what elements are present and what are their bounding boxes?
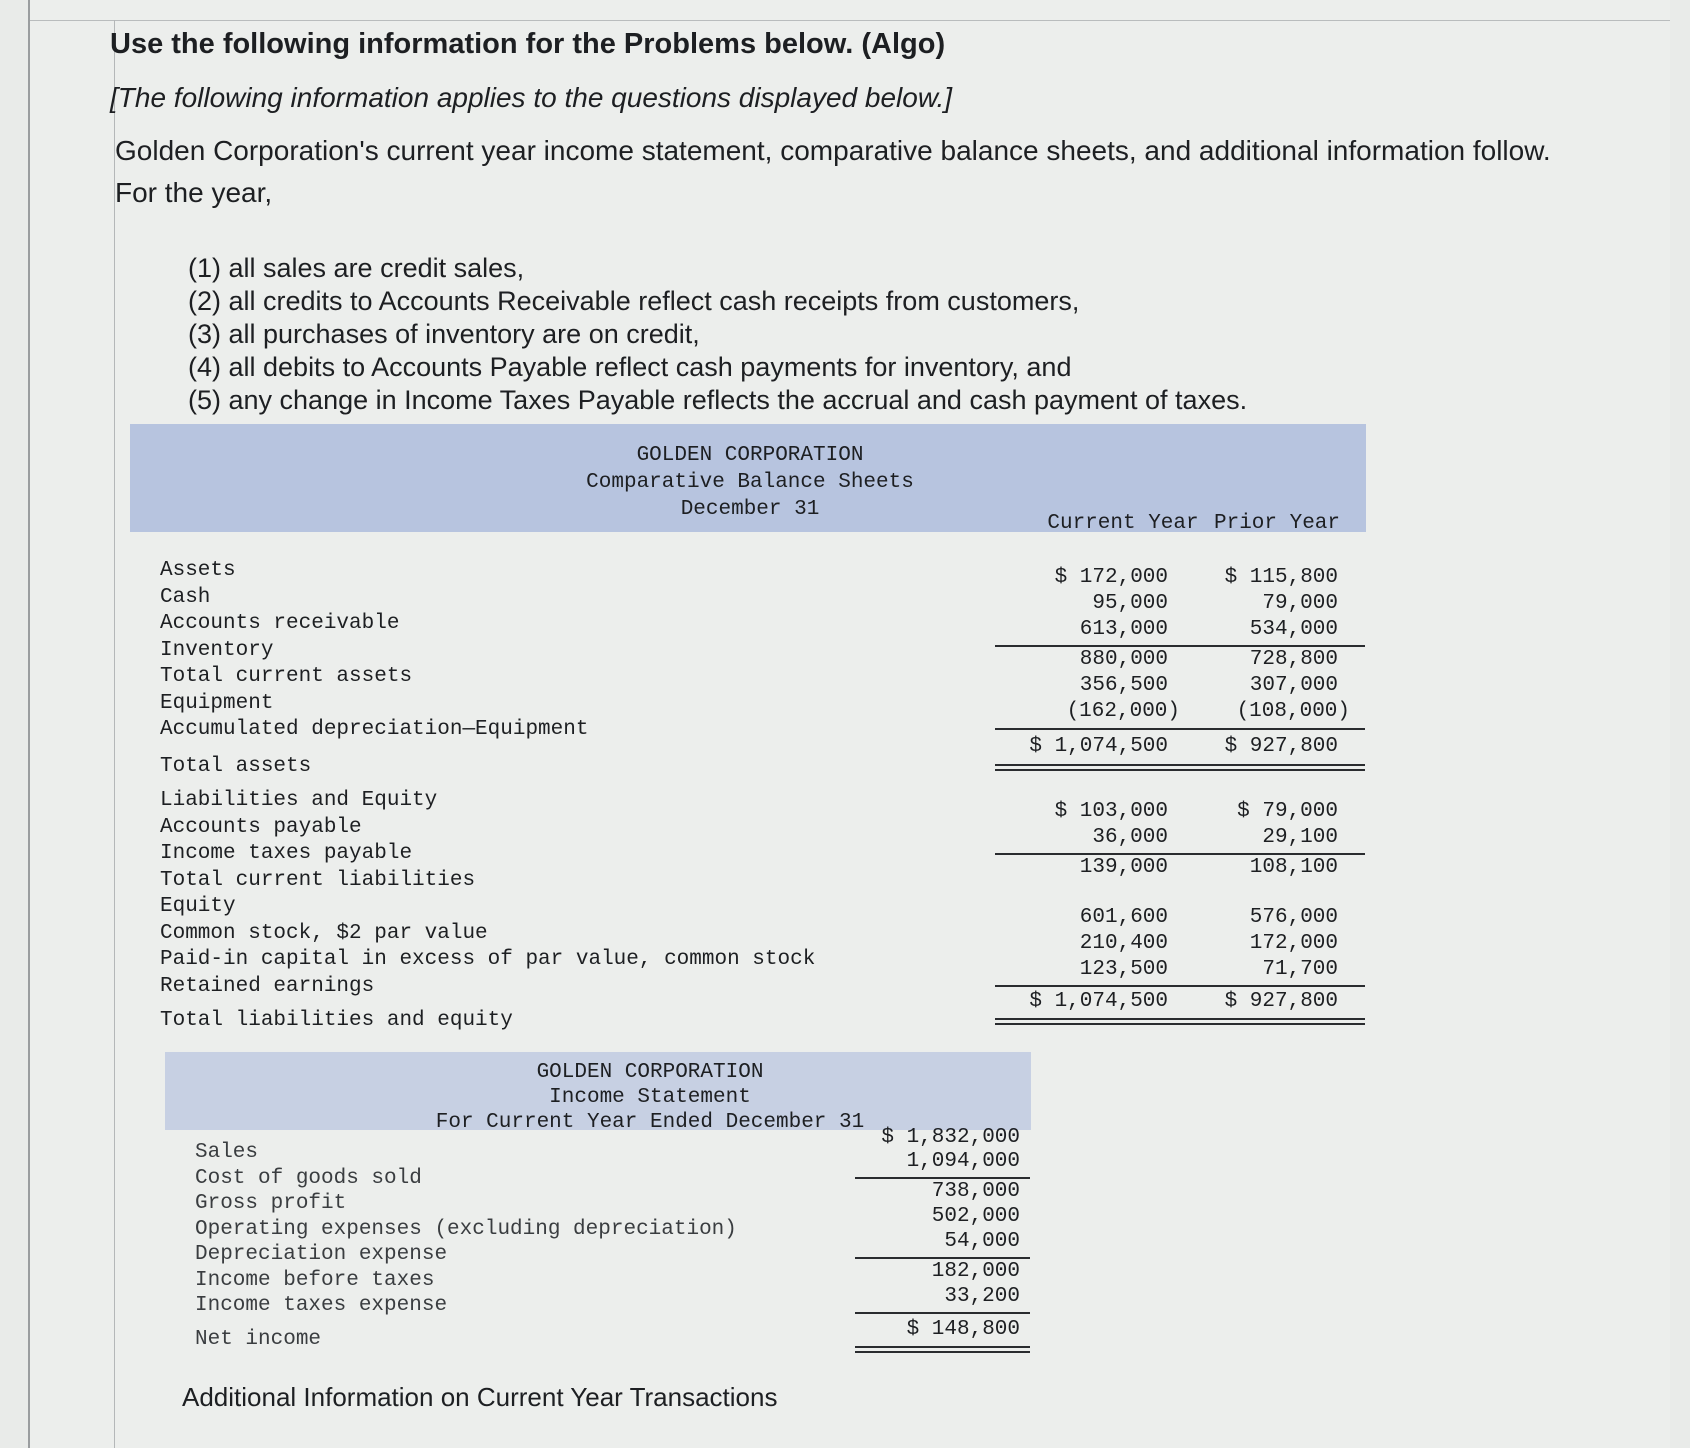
bs-final-double-rule <box>995 1018 1365 1025</box>
bs-prior-total-current-assets: 728,800 <box>1249 648 1338 671</box>
bs-row-label: Accumulated depreciation—Equipment <box>160 718 589 741</box>
column-prior-year: Prior Year <box>1213 512 1341 535</box>
bs-prior-cash: $ 115,800 <box>1224 566 1338 589</box>
is-row-label: Income before taxes <box>195 1268 435 1292</box>
bs-row-label: Equipment <box>160 691 274 715</box>
bs-row-label: Total current assets <box>160 665 413 688</box>
bs-current-total-liab-equity: $ 1,074,500 <box>1029 990 1168 1013</box>
condition-item: (4) all debits to Accounts Payable reflect cash payments for inventory, and <box>188 352 1072 382</box>
is-net-income: $ 148,800 <box>906 1318 1020 1341</box>
condition-item: (2) all credits to Accounts Receivable reflect cash receipts from customers, <box>188 286 1080 316</box>
bs-row-label: Inventory <box>160 638 274 662</box>
bs-current-paid-in-capital: 210,400 <box>1079 932 1168 955</box>
is-row-label: Operating expenses (excluding depreciation) <box>195 1217 737 1241</box>
bs-current-total-current-liab: 139,000 <box>1079 856 1168 879</box>
is-depreciation: 54,000 <box>944 1230 1020 1253</box>
bs-prior-ar: 79,000 <box>1262 592 1338 615</box>
bs-prior-equipment: 307,000 <box>1249 674 1338 697</box>
bs-row-label: Income taxes payable <box>160 842 413 865</box>
bs-row-label: Common stock, $2 par value <box>160 921 488 945</box>
condition-item: (1) all sales are credit sales, <box>188 253 525 283</box>
bs-current-cash: $ 172,000 <box>1054 566 1168 589</box>
is-row-label: Depreciation expense <box>195 1243 448 1266</box>
bs-row-label: Total liabilities and equity <box>160 1009 513 1032</box>
is-tax-expense: 33,200 <box>944 1285 1020 1308</box>
bs-prior-common-stock: 576,000 <box>1249 906 1338 929</box>
bs-row-label: Accounts receivable <box>160 612 400 635</box>
bs-prior-acc-dep: (108,000) <box>1236 700 1350 723</box>
bs-prior-paid-in-capital: 172,000 <box>1249 932 1338 955</box>
is-company: GOLDEN CORPORATION <box>536 1061 764 1084</box>
is-row-label: Gross profit <box>195 1192 347 1215</box>
bs-row-label: Retained earnings <box>160 974 375 998</box>
bs-current-retained-earnings: 123,500 <box>1079 958 1168 981</box>
is-income-before-taxes: 182,000 <box>931 1260 1020 1283</box>
is-operating-expenses: 502,000 <box>931 1205 1020 1228</box>
bs-row-label: Accounts payable <box>160 815 362 839</box>
additional-info-heading: Additional Information on Current Year Transactions <box>182 1382 778 1412</box>
is-row-label: Cost of goods sold <box>195 1166 422 1190</box>
is-row-label: Net income <box>195 1327 322 1351</box>
is-sales: $ 1,832,000 <box>881 1126 1020 1149</box>
bs-row-label: Liabilities and Equity <box>160 789 438 812</box>
bs-current-equipment: 356,500 <box>1079 674 1168 697</box>
bs-prior-total-assets: $ 927,800 <box>1224 735 1338 758</box>
bs-equity-rule <box>995 985 1365 987</box>
balance-sheet-title <box>370 442 1130 523</box>
bs-subtotal-rule <box>995 645 1365 647</box>
is-net-double-rule <box>855 1346 1030 1353</box>
bs-current-ap: $ 103,000 <box>1054 800 1168 823</box>
conditions-list <box>188 252 1247 417</box>
is-net-rule <box>855 1312 1030 1314</box>
bs-prior-retained-earnings: 71,700 <box>1262 958 1338 981</box>
problem-subheading: [The following information applies to the questions displayed below.] <box>110 82 953 113</box>
is-row-label: Sales <box>195 1141 259 1164</box>
bs-company: GOLDEN CORPORATION <box>636 444 864 467</box>
bs-liab-rule <box>995 853 1365 855</box>
bs-total-rule <box>995 728 1365 730</box>
bs-current-total-assets: $ 1,074,500 <box>1029 735 1168 758</box>
bs-prior-itp: 29,100 <box>1262 826 1338 849</box>
margin-line <box>114 20 115 1448</box>
is-pretax-rule <box>855 1257 1030 1259</box>
bs-row-label: Total current liabilities <box>160 868 476 892</box>
bs-row-label: Cash <box>160 585 211 609</box>
bs-row-label: Total assets <box>160 754 312 778</box>
bs-statement-title: Comparative Balance Sheets <box>586 471 914 494</box>
condition-item: (3) all purchases of inventory are on credit, <box>188 319 700 349</box>
bs-current-total-current-assets: 880,000 <box>1079 648 1168 671</box>
income-statement-title <box>300 1060 1000 1135</box>
intro-paragraph: Golden Corporation's current year income statement, comparative balance sheets, and additional information follow. For the year, <box>115 135 1551 208</box>
is-statement-title: Income Statement <box>549 1086 751 1109</box>
column-current-year: Current Year <box>1047 512 1199 535</box>
page-top-border <box>30 0 1670 21</box>
balance-sheet-labels <box>160 558 815 1035</box>
is-period: For Current Year Ended December 31 <box>435 1111 865 1134</box>
bs-prior-total-liab-equity: $ 927,800 <box>1224 990 1338 1013</box>
bs-date: December 31 <box>680 498 820 521</box>
bs-current-acc-dep: (162,000) <box>1066 700 1180 723</box>
income-statement-labels <box>195 1140 737 1352</box>
bs-current-itp: 36,000 <box>1092 826 1168 849</box>
bs-prior-total-current-liab: 108,100 <box>1249 856 1338 879</box>
bs-current-ar: 95,000 <box>1092 592 1168 615</box>
condition-item: (5) any change in Income Taxes Payable reflects the accrual and cash payment of taxes. <box>188 385 1248 415</box>
bs-total-double-rule <box>995 764 1365 771</box>
bs-prior-inventory: 534,000 <box>1249 618 1338 641</box>
bs-row-label: Equity <box>160 895 236 918</box>
is-row-label: Income taxes expense <box>195 1294 448 1317</box>
bs-row-label: Paid-in capital in excess of par value, common stock <box>160 948 816 971</box>
problem-heading: Use the following information for the Problems below. (Algo) <box>110 28 946 60</box>
bs-row-label: Assets <box>160 559 236 582</box>
is-cogs: 1,094,000 <box>906 1150 1020 1173</box>
is-gross-rule <box>855 1177 1030 1179</box>
bs-prior-ap: $ 79,000 <box>1237 800 1338 823</box>
bs-current-common-stock: 601,600 <box>1079 906 1168 929</box>
is-gross-profit: 738,000 <box>931 1180 1020 1203</box>
bs-current-inventory: 613,000 <box>1079 618 1168 641</box>
